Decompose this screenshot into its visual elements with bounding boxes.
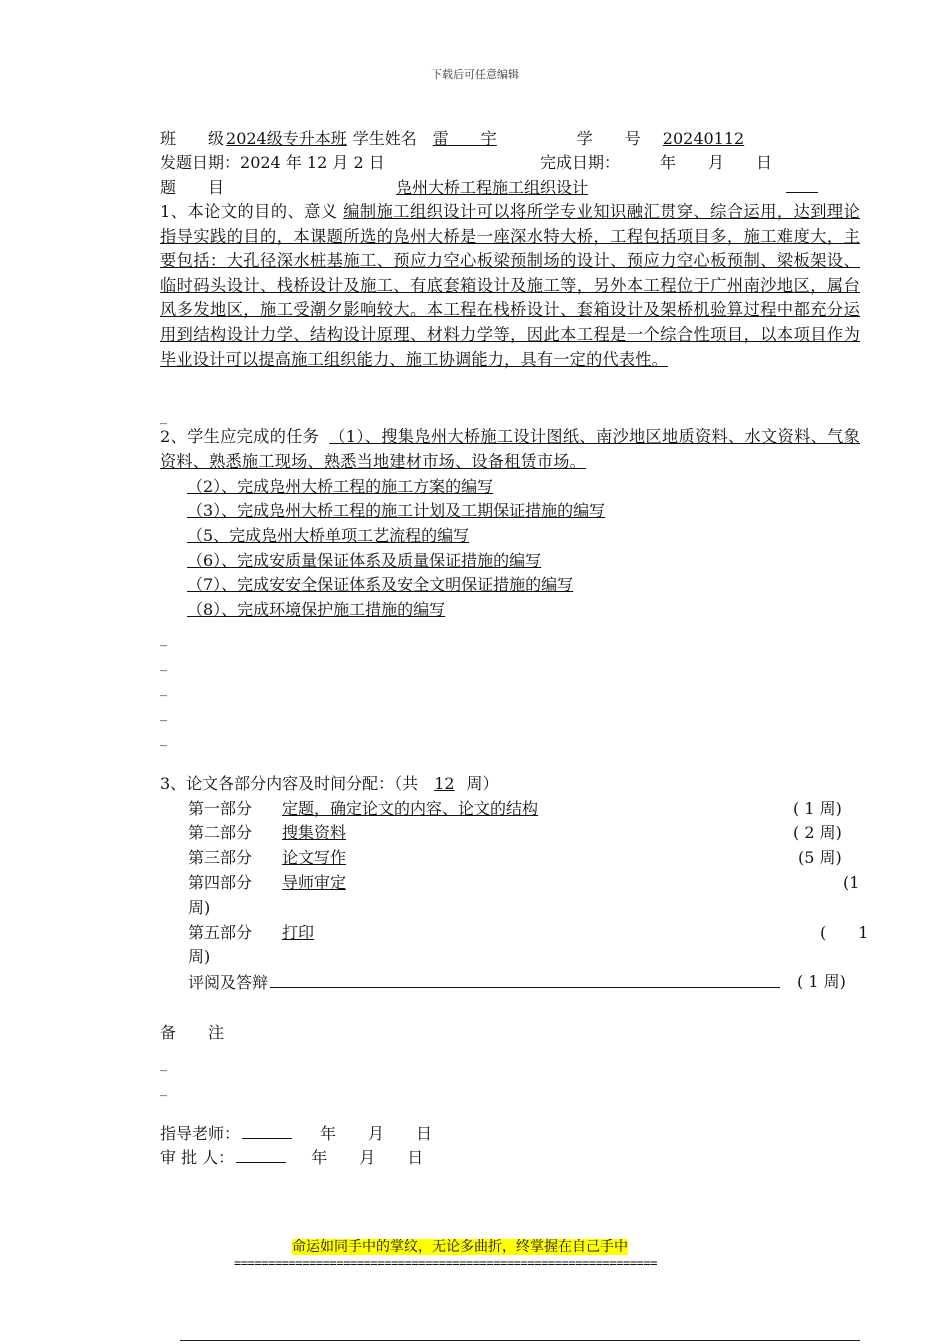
issue-label: 发题日期： [160, 153, 241, 172]
part-label: 第一部分 [188, 799, 253, 818]
part-time: ( 1 周) [797, 972, 846, 991]
part-row [188, 871, 784, 895]
part-time-a: ( 1 [820, 923, 869, 942]
approver-label: 审 批 人： [160, 1148, 235, 1167]
blank-dash: _ [160, 731, 167, 747]
section2-item: （6）、完成安质量保证体系及质量保证措施的编写 [187, 551, 542, 570]
footer-separator: ============================================================== [234, 1256, 658, 1270]
issue-value: 2024 年 12 月 2 日 [240, 153, 385, 172]
blank-dash: _ [160, 631, 167, 647]
section1-body: 编制施工组织设计可以将所学专业知识融汇贯穿、综合运用，达到理论指导实践的目的，本课题所选的凫州大桥是一座深水特大桥，工程包括项目多，施工难度大，主要包括：大孔径深水桩基施工、预应力空心板梁预制场的设计、预应力空心板预制、梁板架设、临时码头设计、栈桥设计及施工、有底套箱设计及施工等，另外本工程位于广州南沙地区，属台风多发地区，施工受潮夕影响较大。本工程在栈桥设计、套箱设计及架桥机验算过程中都充分运用到结构设计力学、结构设计原理、材料力学等，因此本工程是一个综合性项目，以本项目作为毕业设计可以提高施工组织能力、施工协调能力，具有一定的代表性。 [160, 202, 860, 369]
advisor-row [160, 1121, 432, 1146]
part-label: 第三部分 [188, 848, 253, 867]
part-time-a: (1 [843, 873, 860, 892]
advisor-date: 年 月 日 [320, 1124, 433, 1143]
part-time: ( 2 周) [793, 823, 842, 842]
section1-title: 1、本论文的目的、意义 [160, 202, 338, 221]
blank-dash: _ [160, 656, 167, 672]
section2-item: （3）、完成凫州大桥工程的施工计划及工期保证措施的编写 [187, 501, 606, 520]
info-line-2b [540, 151, 772, 175]
part-row [188, 846, 778, 870]
approver-date: 年 月 日 [311, 1148, 424, 1167]
part-row [188, 921, 784, 945]
part-content: 打印 [282, 923, 315, 942]
part-time: ( 1 周) [793, 799, 842, 818]
part-label: 评阅及答辩 [188, 973, 269, 992]
section3-title-prefix: 3、论文各部分内容及时间分配：（共 [160, 774, 419, 793]
blank-dash: _ [160, 1081, 167, 1097]
footer-motto-text: 命运如同手中的掌纹，无论多曲折，终掌握在自己手中 [292, 1239, 628, 1255]
advisor-sign-line [242, 1121, 292, 1139]
advisor-label: 指导老师： [160, 1124, 241, 1143]
section2-title: 2、学生应完成的任务 [160, 427, 320, 446]
part-label: 第五部分 [188, 923, 253, 942]
part-time-b: 周) [188, 898, 211, 917]
section3-title-suffix: 周） [466, 774, 499, 793]
name-label: 学生姓名 [352, 129, 417, 148]
finish-label: 完成日期： [540, 153, 621, 172]
section2-item: （5、完成凫州大桥单项工艺流程的编写 [187, 526, 470, 545]
info-line-1 [160, 127, 746, 151]
id-value: 20240112 [662, 129, 745, 148]
approver-sign-line [236, 1145, 286, 1163]
footer-motto [292, 1237, 628, 1257]
part-content-line [270, 970, 780, 988]
part-label: 第二部分 [188, 823, 253, 842]
remarks-label: 备 注 [160, 1023, 225, 1042]
part-time: (5 周) [798, 848, 842, 867]
class-value: 2024级专升本班 [226, 129, 347, 148]
part-row [188, 797, 778, 821]
section2-item: （7）、完成安安全保证体系及安全文明保证措施的编写 [187, 575, 574, 594]
topic-tail-line [786, 175, 818, 193]
topic-value: 凫州大桥工程施工组织设计 [396, 178, 589, 197]
section2-item: （8）、完成环境保护施工措施的编写 [187, 600, 446, 619]
class-label: 班 级 [160, 129, 225, 148]
section1-paragraph [160, 200, 860, 372]
section2-paragraph [160, 425, 860, 474]
part-time-b: 周) [188, 947, 211, 966]
part-content: 论文写作 [282, 848, 347, 867]
part-label: 第四部分 [188, 873, 253, 892]
part-row [188, 970, 780, 995]
blank-dash: _ [160, 1056, 167, 1072]
blank-dash: _ [160, 706, 167, 722]
part-content: 导师审定 [282, 873, 347, 892]
name-value: 雷 宇 [432, 129, 497, 148]
blank-dash: _ [160, 681, 167, 697]
id-label: 学 号 [576, 129, 641, 148]
section3-weeks: 12 [434, 774, 455, 793]
blank-dash: _ [160, 409, 167, 425]
info-line-3 [160, 175, 818, 200]
part-row [188, 821, 778, 845]
finish-value: 年 月 日 [660, 153, 773, 172]
section2-item-1: （1）、搜集凫州大桥施工设计图纸、南沙地区地质资料、水文资料、气象资料、熟悉施工现场、熟悉当地建材市场、设备租赁市场。 [160, 427, 860, 471]
section2-item: （2）、完成凫州大桥工程的施工方案的编写 [187, 477, 494, 496]
topic-label: 题 目 [160, 178, 225, 197]
part-content: 定题，确定论文的内容、论文的结构 [282, 799, 539, 818]
bottom-rule [180, 1340, 860, 1341]
header-note: 下载后可任意编辑 [431, 68, 519, 81]
approver-row [160, 1145, 423, 1170]
info-line-2 [160, 151, 385, 175]
part-content: 搜集资料 [282, 823, 347, 842]
section3-title [160, 772, 499, 796]
